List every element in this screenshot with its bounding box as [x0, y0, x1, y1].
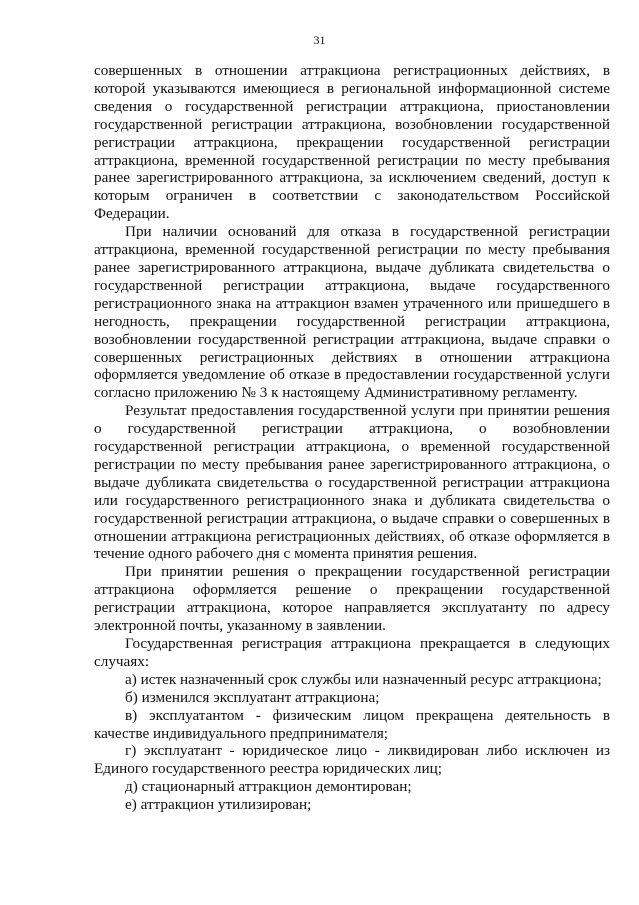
paragraph-refusal-grounds: При наличии оснований для отказа в государственной регистрации аттракциона, временной государственной регистрации по месту пребывания ранее зарегистрированного аттракциона, выдаче дубликата свидетельства о государственной регистрации аттракциона, выдаче государственного регистрационного знака на аттракцион взамен утраченного или пришедшего в негодность, прекращении государственной регистрации аттракциона, возобновлении государственной регистрации аттракциона, выдаче справки о совершенных регистрационных действиях в отношении аттракциона оформляется уведомление об отказе в предоставлении государственной услуги согласно приложению № 3 к настоящему Административному регламенту. — [94, 223, 610, 402]
list-item-e: е) аттракцион утилизирован; — [125, 796, 312, 814]
paragraph-termination-cases: Государственная регистрация аттракциона прекращается в следующих случаях: — [94, 635, 610, 670]
paragraph-service-result: Результат предоставления государственной услуги при принятии решения о государственной регистрации аттракциона, о возобновлении государственной регистрации аттракциона, о временной государственной регистрации по месту пребывания ранее зарегистрированного аттракциона, о выдаче дубликата свидетельства о государственной регистрации аттракциона или государственного регистрационного знака и дубликата свидетельства о государственной регистрации аттракциона, о выдаче справки о совершенных в отношении аттракциона регистрационных действиях, об отказе оформляется в течение одного рабочего дня с момента принятия решения. — [94, 402, 610, 563]
paragraph-termination-decision: При принятии решения о прекращении государственной регистрации аттракциона оформляется решение о прекращении государственной регистрации аттракциона, которое направляется эксплуатанту по адресу электронной почты, указанному в заявлении. — [94, 563, 610, 635]
page-number: 31 — [313, 33, 326, 47]
list-item-v: в) эксплуатантом - физическим лицом прекращена деятельность в качестве индивидуального предпринимателя; — [94, 706, 610, 742]
list-item-a: а) истек назначенный срок службы или назначенный ресурс аттракциона; — [125, 670, 602, 688]
paragraph-continuation: совершенных в отношении аттракциона регистрационных действиях, в которой указываются имеющиеся в региональной информационной системе сведения о государственной регистрации аттракциона, приостановлении государственной регистрации аттракциона, возобновлении государственной регистрации аттракциона, прекращении государственной регистрации аттракциона, временной государственной регистрации по месту пребывания ранее зарегистрированного аттракциона, за исключением сведений, доступ к которым ограничен в соответствии с законодательством Российской Федерации. — [94, 62, 610, 223]
list-item-d: д) стационарный аттракцион демонтирован; — [125, 778, 412, 796]
list-item-b: б) изменился эксплуатант аттракциона; — [125, 688, 380, 706]
list-item-g: г) эксплуатант - юридическое лицо - ликвидирован либо исключен из Единого государственного реестра юридических лиц; — [94, 742, 610, 778]
document-body — [94, 62, 610, 814]
